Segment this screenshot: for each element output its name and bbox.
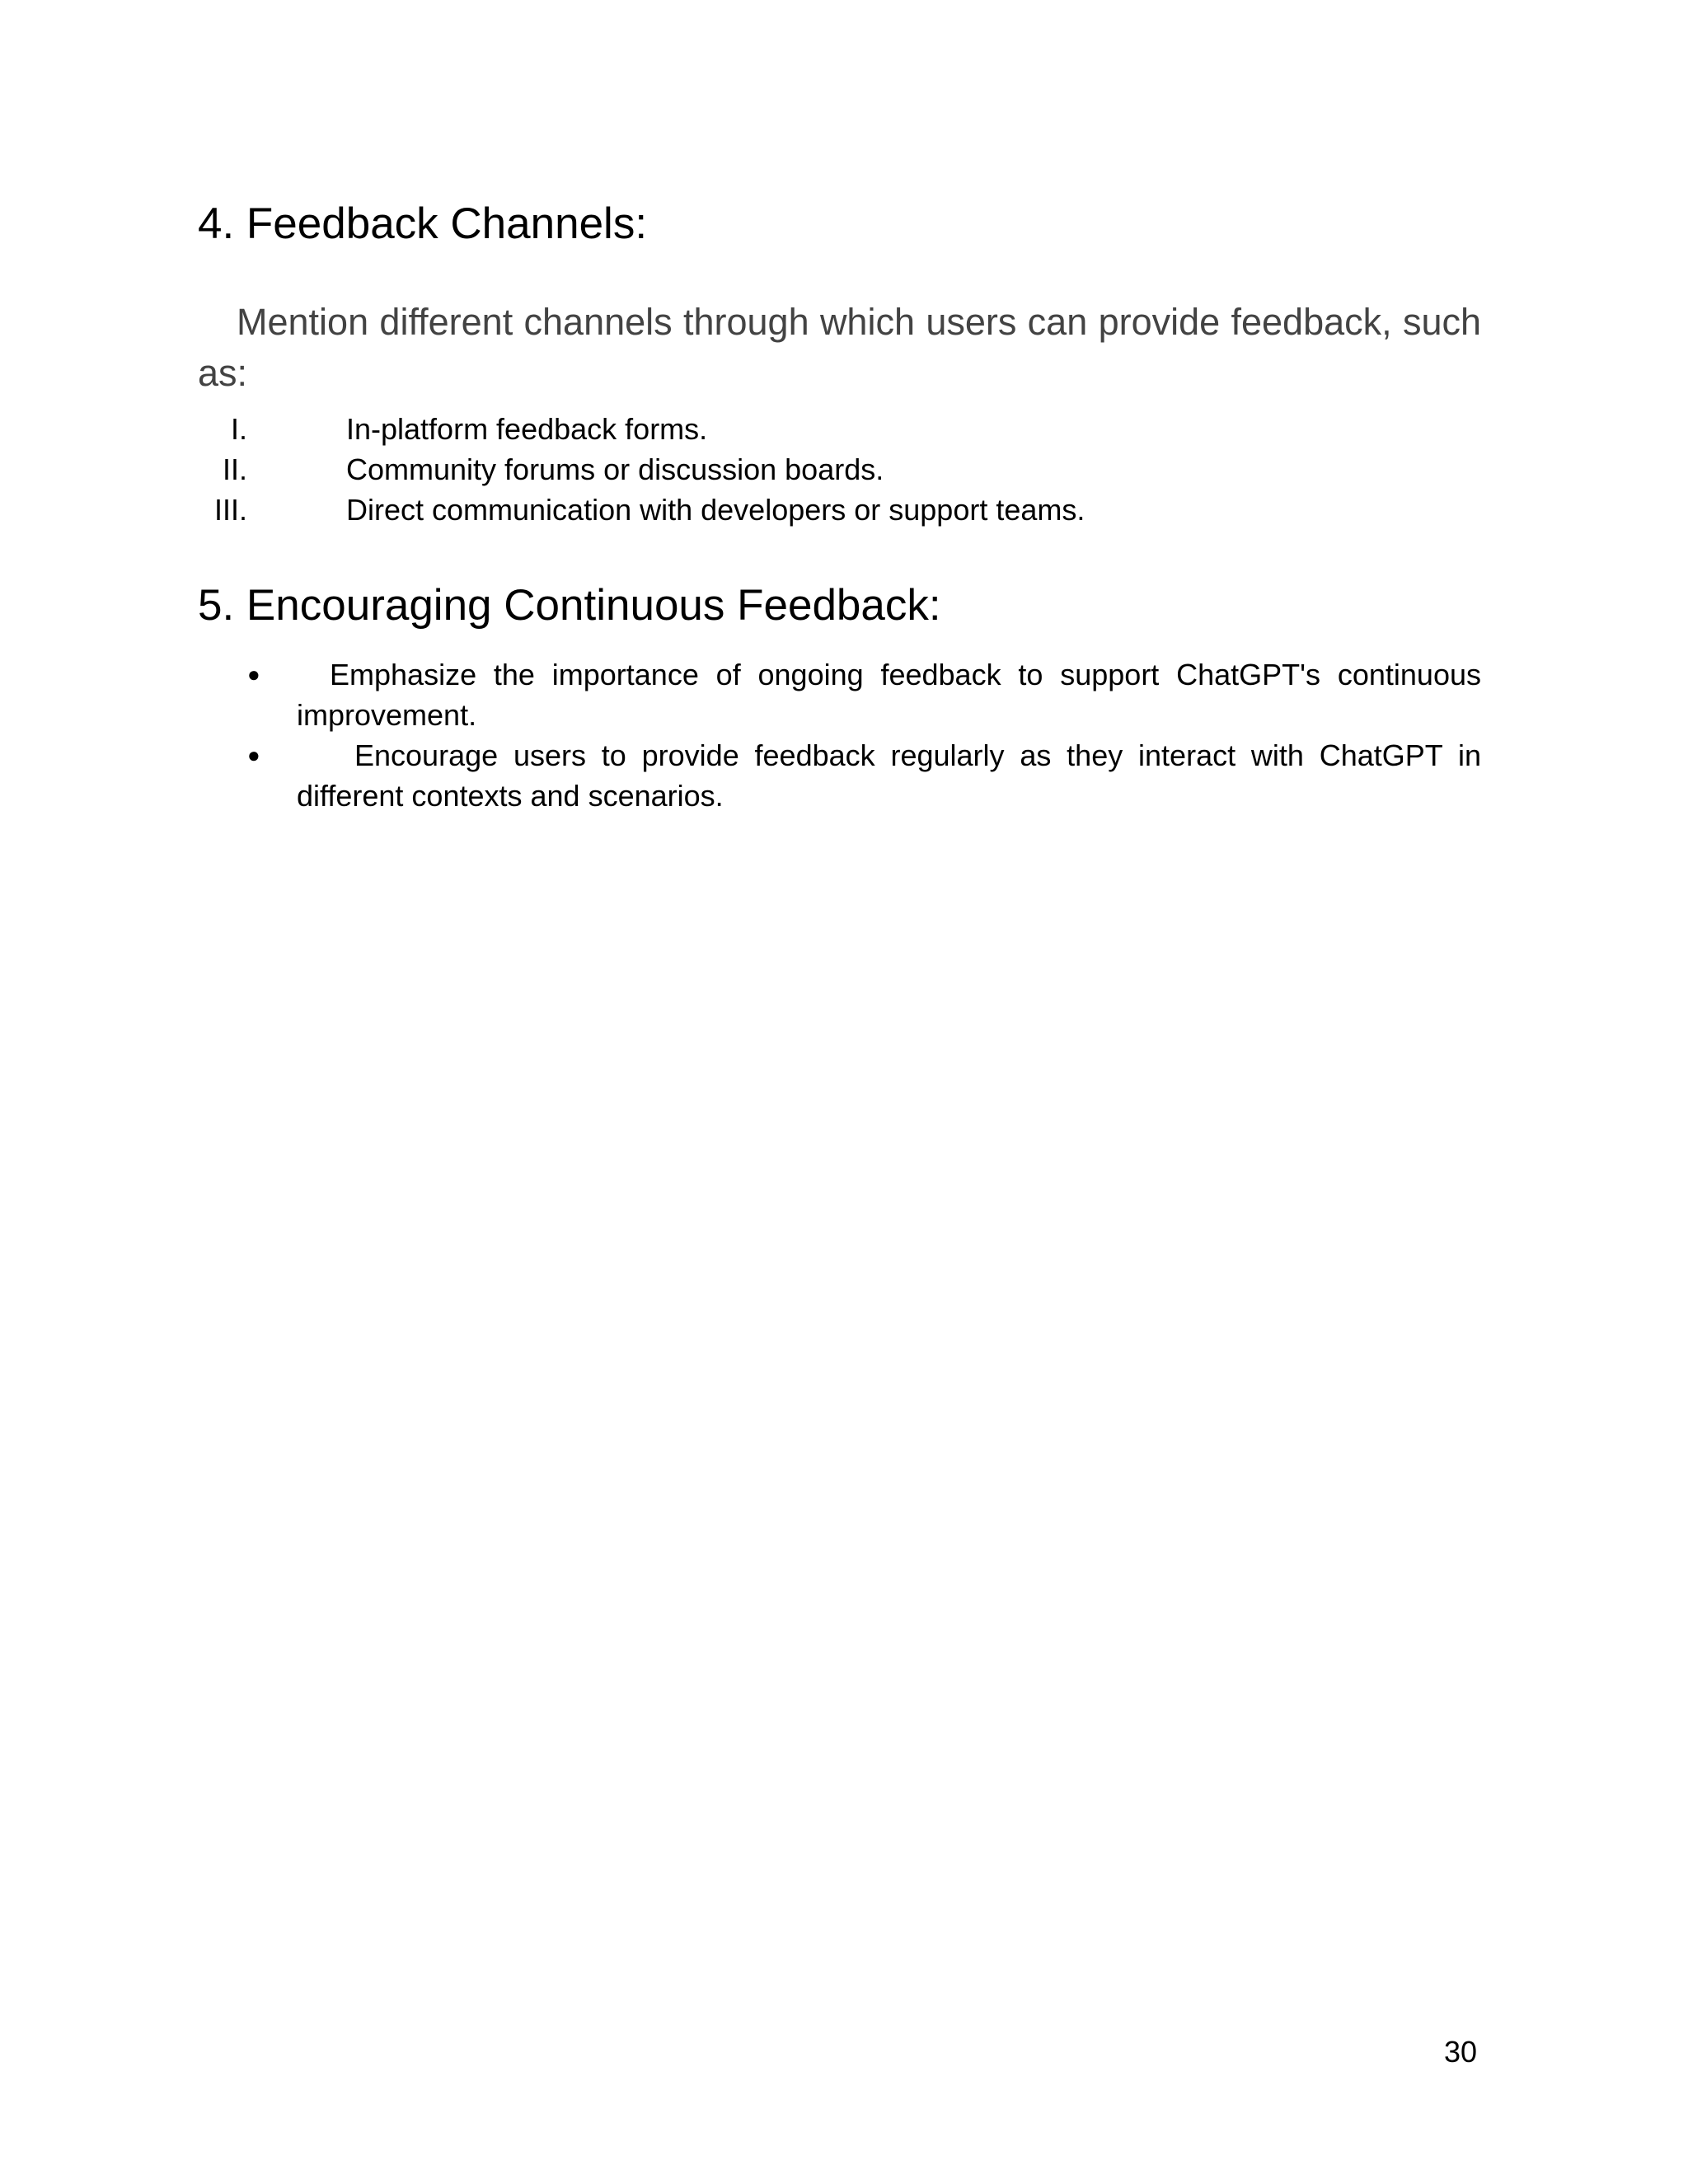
bullet-item [198, 654, 1481, 735]
list-item-numeral: III. [213, 493, 247, 527]
bullet-item-text: Emphasize the importance of ongoing feedback to support ChatGPT's continuous improvement. [297, 658, 1481, 732]
list-item-text: Community forums or discussion boards. [346, 452, 884, 486]
list-item [198, 490, 1481, 530]
list-item-text: Direct communication with developers or support teams. [346, 493, 1085, 527]
list-item-numeral: II. [222, 452, 247, 486]
section-4-heading: 4. Feedback Channels: [198, 199, 648, 248]
section-4-intro: Mention different channels through which users can provide feedback, such as: [198, 301, 1481, 394]
page-number: 30 [1444, 2035, 1478, 2069]
section-5-heading: 5. Encouraging Continuous Feedback: [198, 581, 941, 630]
bullet-item [198, 735, 1481, 816]
bullet-item-text: Encourage users to provide feedback regularly as they interact with ChatGPT in different contexts and scenarios. [297, 738, 1481, 813]
continuous-feedback-list [198, 654, 1481, 816]
list-item [198, 449, 1481, 490]
feedback-channels-list [198, 409, 1481, 530]
list-item-numeral: I. [230, 412, 247, 446]
list-item-text: In-platform feedback forms. [346, 412, 708, 446]
list-item [198, 409, 1481, 449]
bullet-icon: ● [247, 662, 260, 687]
bullet-icon: ● [247, 743, 260, 767]
